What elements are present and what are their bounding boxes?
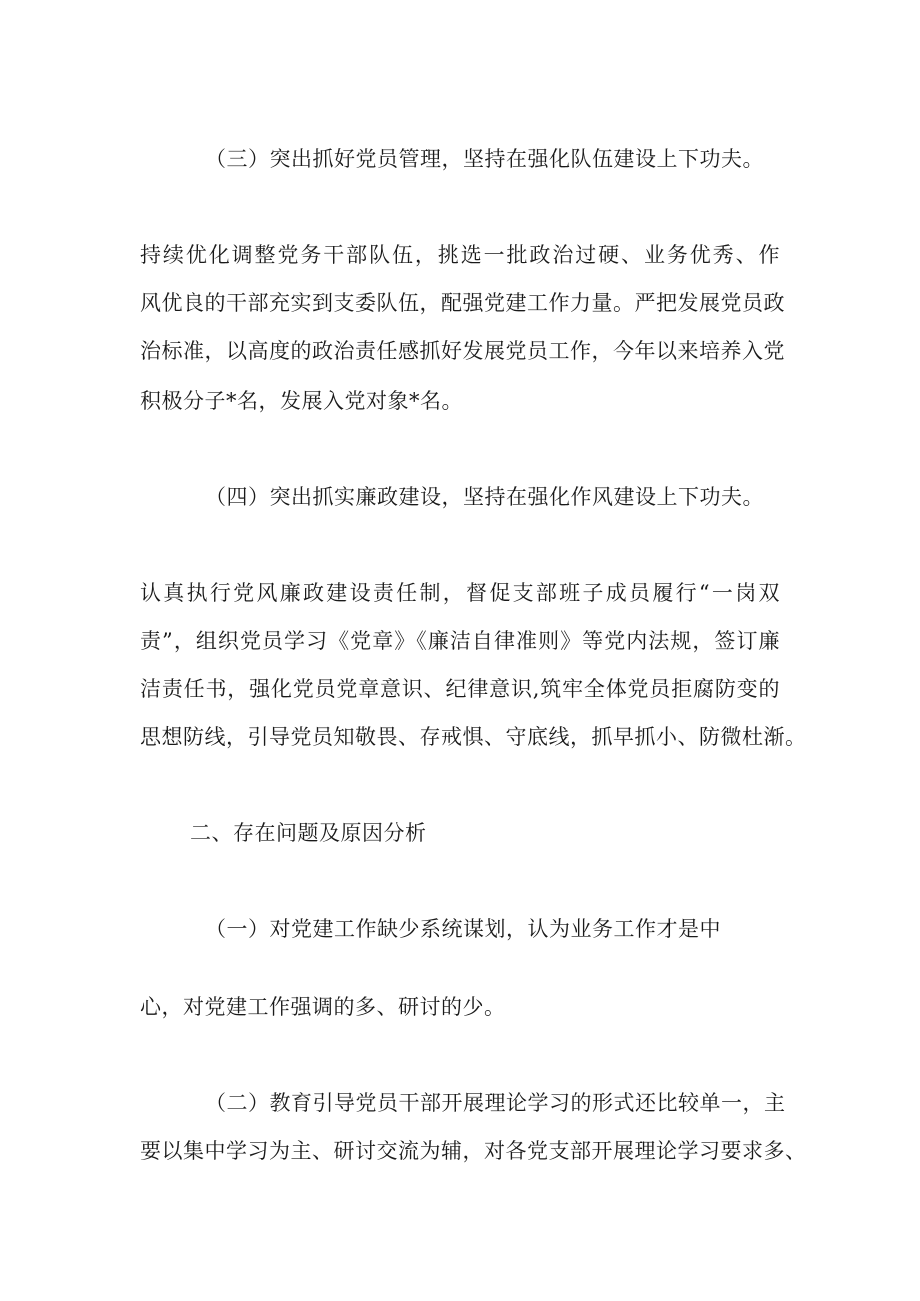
- paragraph-line: 心，对党建工作强调的多、研讨的少。: [140, 995, 506, 1019]
- paragraph-line: 治标准，以高度的政治责任感抓好发展党员工作，今年以来培养入党: [140, 339, 785, 363]
- paragraph-line: 风优良的干部充实到支委队伍，配强党建工作力量。严把发展党员政: [140, 291, 785, 315]
- issue-heading-1: （一）对党建工作缺少系统谋划，认为业务工作才是中: [205, 917, 721, 941]
- paragraph-line: 认真执行党风廉政建设责任制，督促支部班子成员履行“一岗双: [140, 581, 780, 605]
- paragraph-line: 思想防线，引导党员知敬畏、存戒惧、守底线，抓早抓小、防微杜渐。: [140, 725, 807, 749]
- paragraph-line: 持续优化调整党务干部队伍，挑选一批政治过硬、业务优秀、作: [140, 243, 780, 267]
- paragraph-line: 积极分子*名，发展入党对象*名。: [140, 389, 463, 413]
- paragraph-line: 洁责任书，强化党员党章意识、纪律意识,筑牢全体党员拒腐防变的: [140, 677, 780, 701]
- section-heading-4: （四）突出抓实廉政建设，坚持在强化作风建设上下功夫。: [205, 485, 764, 509]
- chapter-heading-2: 二、存在问题及原因分析: [190, 821, 427, 845]
- paragraph-line: 责”，组织党员学习《党章》《廉洁自律准则》等党内法规，签订廉: [140, 629, 780, 653]
- issue-heading-2: （二）教育引导党员干部开展理论学习的形式还比较单一，主: [205, 1091, 786, 1115]
- section-heading-3: （三）突出抓好党员管理，坚持在强化队伍建设上下功夫。: [205, 147, 764, 171]
- paragraph-line: 要以集中学习为主、研讨交流为辅，对各党支部开展理论学习要求多、: [140, 1139, 807, 1163]
